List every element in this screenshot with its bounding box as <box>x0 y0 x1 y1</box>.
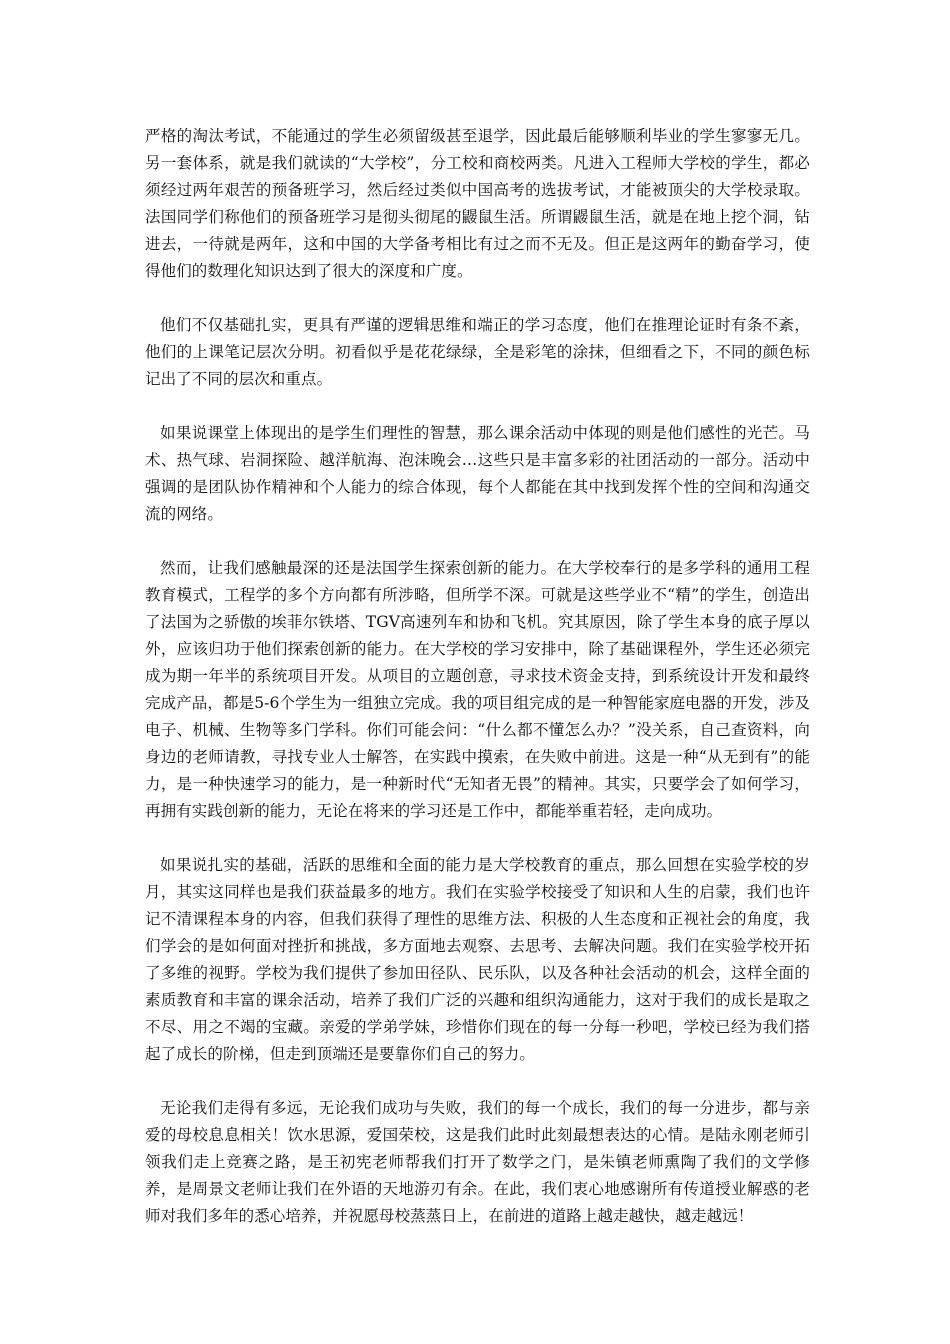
paragraph-3: 如果说课堂上体现出的是学生们理性的智慧，那么课余活动中体现的则是他们感性的光芒。马术、热气球、岩洞探险、越洋航海、泡沫晚会…这些只是丰富多彩的社团活动的一部分。活动中强调的是团队协作精神和个人能力的综合体现，每个人都能在其中找到发挥个性的空间和沟通交流的网络。 <box>145 424 810 523</box>
paragraph-6: 无论我们走得有多远，无论我们成功与失败，我们的每一个成长，我们的每一分进步，都与亲爱的母校息息相关！饮水思源，爱国荣校，这是我们此时此刻最想表达的心情。是陆永刚老师引领我们走上竞赛之路，是王初宪老师帮我们打开了数学之门，是朱镇老师熏陶了我们的文学修养，是周景文老师让我们在外语的天地游刃有余。在此，我们衷心地感谢所有传道授业解惑的老师对我们多年的悉心培养，并祝愿母校蒸蒸日上，在前进的道路上越走越快，越走越远！ <box>145 1099 810 1225</box>
document-body <box>145 123 810 1230</box>
paragraph-2: 他们不仅基础扎实，更具有严谨的逻辑思维和端正的学习态度，他们在推理论证时有条不紊，他们的上课笔记层次分明。初看似乎是花花绿绿，全是彩笔的涂抹，但细看之下，不同的颜色标记出了不同的层次和重点。 <box>145 316 810 388</box>
paragraph-5: 如果说扎实的基础，活跃的思维和全面的能力是大学校教育的重点，那么回想在实验学校的岁月，其实这同样也是我们获益最多的地方。我们在实验学校接受了知识和人生的启蒙，我们也许记不清课程本身的内容，但我们获得了理性的思维方法、积极的人生态度和正视社会的角度，我们学会的是如何面对挫折和挑战，多方面地去观察、去思考、去解决问题。我们在实验学校开拓了多维的视野。学校为我们提供了参加田径队、民乐队，以及各种社会活动的机会，这样全面的素质教育和丰富的课余活动，培养了我们广泛的兴趣和组织沟通能力，这对于我们的成长是取之不尽、用之不竭的宝藏。亲爱的学弟学妹，珍惜你们现在的每一分每一秒吧，学校已经为我们搭起了成长的阶梯，但走到顶端还是要靠你们自己的努力。 <box>145 856 810 1063</box>
paragraph-4: 然而，让我们感触最深的还是法国学生探索创新的能力。在大学校奉行的是多学科的通用工程教育模式，工程学的多个方向都有所涉略，但所学不深。可就是这些学业不“精”的学生，创造出了法国为之骄傲的埃菲尔铁塔、TGV高速列车和协和飞机。究其原因，除了学生本身的底子厚以外，应该归功于他们探索创新的能力。在大学校的学习安排中，除了基础课程外，学生还必须完成为期一年半的系统项目开发。从项目的立题创意，寻求技术资金支持，到系统设计开发和最终完成产品，都是5-6个学生为一组独立完成。我的项目组完成的是一种智能家庭电器的开发，涉及电子、机械、生物等多门学科。你们可能会问：“什么都不懂怎么办？”没关系，自己查资料，向身边的老师请教，寻找专业人士解答，在实践中摸索，在失败中前进。这是一种“从无到有”的能力，是一种快速学习的能力，是一种新时代“无知者无畏”的精神。其实，只要学会了如何学习，再拥有实践创新的能力，无论在将来的学习还是工作中，都能举重若轻，走向成功。 <box>145 559 810 820</box>
paragraph-1: 严格的淘汰考试，不能通过的学生必须留级甚至退学，因此最后能够顺利毕业的学生寥寥无几。另一套体系，就是我们就读的“大学校”，分工校和商校两类。凡进入工程师大学校的学生，都必须经过两年艰苦的预备班学习，然后经过类似中国高考的选拔考试，才能被顶尖的大学校录取。法国同学们称他们的预备班学习是彻头彻尾的鼹鼠生活。所谓鼹鼠生活，就是在地上挖个洞，钻进去，一待就是两年，这和中国的大学备考相比有过之而不无及。但正是这两年的勤奋学习，使得他们的数理化知识达到了很大的深度和广度。 <box>145 127 810 280</box>
